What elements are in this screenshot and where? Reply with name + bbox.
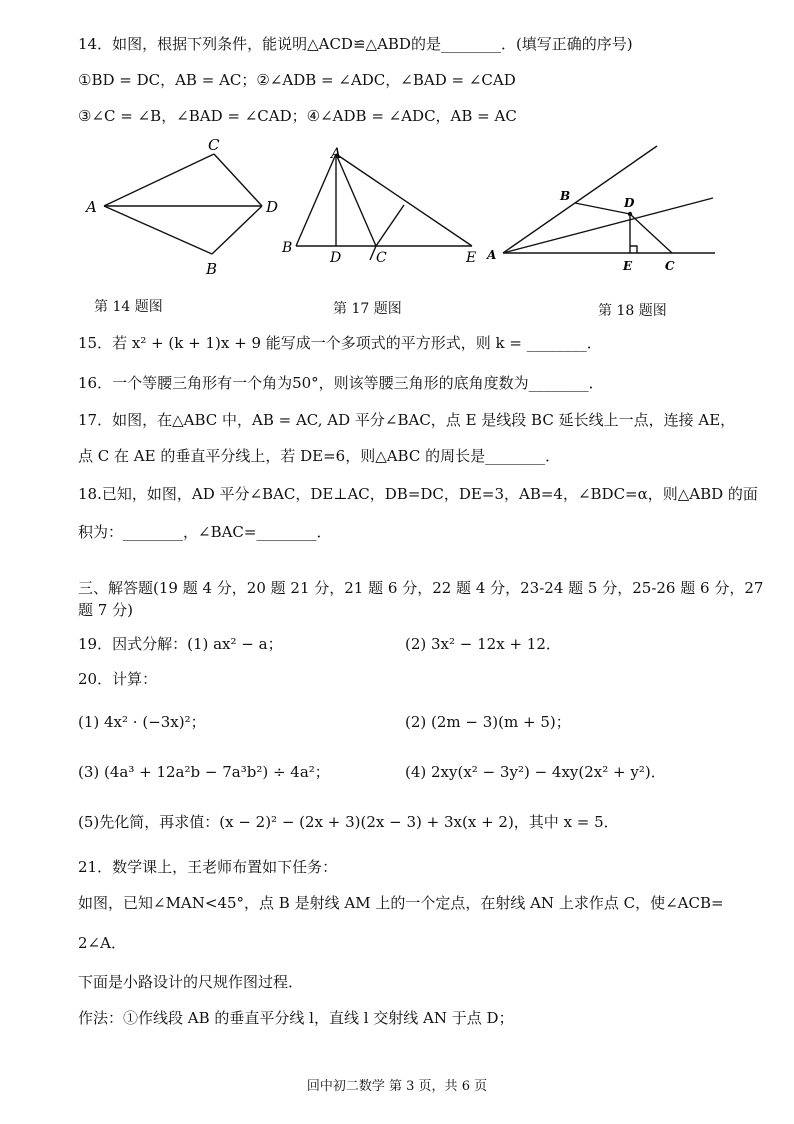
fig14-label-c: C [208, 136, 220, 154]
section3-heading: 三、解答题(19 题 4 分，20 题 21 分，21 题 6 分，22 题 4 分，23-24 题 5 分，25-26 题 6 分，27 [78, 579, 764, 597]
q17-line1: 17．如图，在△ABC 中，AB = AC, AD 平分∠BAC，点 E 是线段 BC 延长线上一点，连接 AE， [78, 411, 736, 429]
q21-line1: 如图，已知∠MAN<45°，点 B 是射线 AM 上的一个定点，在射线 AN 上求作点 C，使∠ACB= [78, 894, 724, 912]
page-footer: 回中初二数学 第 3 页，共 6 页 [306, 1079, 488, 1094]
q15: 15．若 x² + (k + 1)x + 9 能写成一个多项式的平方形式，则 k = ________． [78, 334, 602, 352]
fig18-label-d: D [624, 196, 635, 210]
fig18-label-b: B [560, 189, 571, 203]
q20-part4: (4) 2xy(x² − 3y²) − 4xy(2x² + y²)． [405, 763, 666, 781]
q19-part1: 19．因式分解：(1) ax² − a； [78, 635, 283, 653]
q18-line1: 18.已知，如图，AD 平分∠BAC，DE⊥AC，DB=DC，DE=3，AB=4，∠BDC=α，则△ABD 的面 [78, 485, 758, 503]
q20-part1: (1) 4x² · (−3x)²； [78, 713, 206, 731]
fig18-label-a: A [487, 248, 497, 262]
fig17-label-e: E [466, 250, 477, 266]
q14-stem: 14．如图，根据下列条件，能说明△ACD≌△ABD的是________．(填写正确的序号) [78, 35, 633, 53]
q20-part2: (2) (2m − 3)(m + 5)； [405, 713, 571, 731]
fig14-caption: 第 14 题图 [94, 299, 163, 315]
fig14-label-a: A [86, 198, 97, 216]
q21-line2: 2∠A． [78, 934, 126, 952]
q17-line2: 点 C 在 AE 的垂直平分线上，若 DE=6，则△ABC 的周长是________． [78, 447, 561, 465]
fig18-caption: 第 18 题图 [598, 303, 667, 319]
section3-heading-cont: 题 7 分) [78, 601, 133, 619]
fig17-label-b: B [282, 240, 293, 256]
fig14-label-b: B [206, 260, 218, 278]
figure-18 [485, 140, 725, 275]
fig18-label-c: C [665, 259, 675, 273]
q14-options-1-2: ①BD = DC，AB = AC；②∠ADB = ∠ADC，∠BAD = ∠CAD [78, 71, 516, 89]
q21-heading: 21．数学课上，王老师布置如下任务： [78, 858, 338, 876]
fig14-label-d: D [266, 198, 279, 216]
q20-part5: (5)先化简，再求值：(x − 2)² − (2x + 3)(2x − 3) + 3x(x + 2)，其中 x = 5． [78, 813, 619, 831]
fig17-label-c: C [376, 250, 387, 266]
q20-heading: 20．计算： [78, 670, 158, 688]
fig17-label-d: D [330, 250, 342, 266]
q14-options-3-4: ③∠C = ∠B，∠BAD = ∠CAD；④∠ADB = ∠ADC，AB = AC [78, 107, 517, 125]
q18-line2: 积为：________，∠BAC=________． [78, 523, 332, 541]
q19-part2: (2) 3x² − 12x + 12． [405, 635, 561, 653]
q16: 16．一个等腰三角形有一个角为50°，则该等腰三角形的底角度数为________． [78, 374, 604, 392]
fig18-label-e: E [623, 259, 633, 273]
q21-line3: 下面是小路设计的尺规作图过程． [78, 973, 304, 991]
q21-line4: 作法：①作线段 AB 的垂直平分线 l，直线 l 交射线 AN 于点 D； [78, 1009, 514, 1027]
q20-part3: (3) (4a³ + 12a²b − 7a³b²) ÷ 4a²； [78, 763, 330, 781]
figure-17 [280, 140, 490, 270]
figure-14 [80, 130, 293, 280]
fig17-label-a: A [331, 146, 342, 162]
fig17-caption: 第 17 题图 [333, 301, 402, 317]
